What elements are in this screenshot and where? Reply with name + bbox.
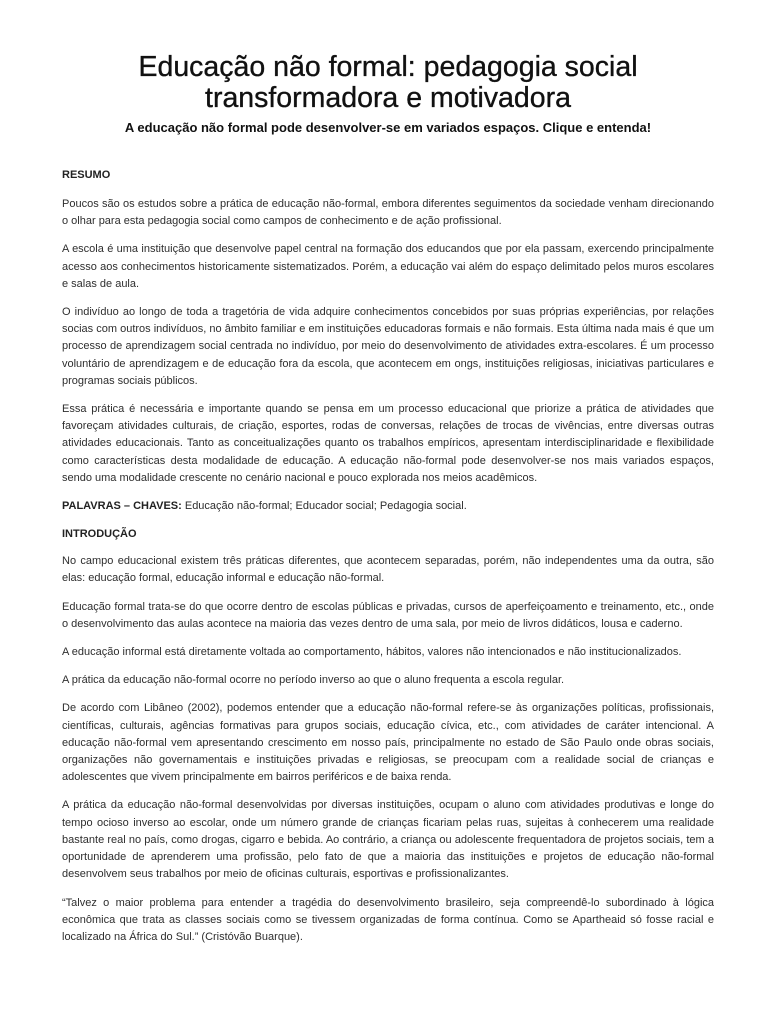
- resumo-paragraph-1: Poucos são os estudos sobre a prática de educação não-formal, embora diferentes seguimentos da sociedade venham direcionando o olhar para esta pedagogia social como campos de conhecimento e de ação profissional.: [62, 198, 714, 228]
- keywords-text: Educação não-formal; Educador social; Pedagogia social.: [181, 500, 467, 513]
- introducao-paragraph-1: No campo educacional existem três práticas diferentes, que acontecem separadas, porém, não independentes uma da outra, são elas: educação formal, educação informal e educação não-formal.: [62, 555, 714, 585]
- introducao-heading: INTRODUÇÃO: [62, 528, 137, 541]
- resumo-paragraph-4: Essa prática é necessária e importante quando se pensa em um processo educacional que priorize a prática de atividades que favoreçam atividades culturais, de criação, esportes, rodas de conversas, relações de trocas de vivências, entre diversas outras atividades educacionais. Tanto as conceitualizações quanto os trabalhos empíricos, apresentam interdisciplinaridade e flexibilidade como características desta modalidade de educação. A educação não-formal pode desenvolver-se nos mais variados espaços, sendo uma modalidade crescente no cenário nacional e pouco explorada nos meios acadêmicos.: [62, 403, 714, 484]
- keywords-line: [62, 498, 714, 515]
- introducao-paragraph-2: Educação formal trata-se do que ocorre dentro de escolas públicas e privadas, cursos de aperfeiçoamento e treinamento, etc., onde o desenvolvimento das aulas acontece na maioria das vezes dentro de uma sala, por meio de livros didáticos, lousa e caderno.: [62, 600, 714, 630]
- resumo-paragraph-3: O indivíduo ao longo de toda a tragetória de vida adquire conhecimentos concebidos por suas próprias experiências, por relações socias com outros indivíduos, no âmbito familiar e em instituições educadoras formais e não formais. Esta última nada mais é que um processo de aprendizagem social centrada no indivíduo, por meio do desenvolvimento de atividades extra-escolares. É um processo voluntário de aprendizagem e de educação fora da escola, que acontecem em ongs, instituições religiosas, iniciativas particulares e programas sociais públicos.: [62, 306, 714, 387]
- resumo-paragraph-2: A escola é uma instituição que desenvolve papel central na formação dos educandos que por ela passam, exercendo principalmente acesso aos conhecimentos historicamente sistematizados. Porém, a educação vai além do espaço delimitado pelos muros escolares e salas de aula.: [62, 243, 714, 290]
- article-title-line-1: Educação não formal: pedagogia social: [138, 51, 638, 83]
- introducao-paragraph-3: A educação informal está diretamente voltada ao comportamento, hábitos, valores não intencionados e não institucionalizados.: [62, 646, 682, 659]
- resumo-heading: RESUMO: [62, 169, 111, 181]
- closing-quote: “Talvez o maior problema para entender a tragédia do desenvolvimento brasileiro, seja compreendê-lo subordinado à lógica econômica que trata as classes sociais como se tivessem organizadas de forma contínua. Como se Apartheaid só fosse racial e localizado na África do Sul.” (Cristóvão Buarque).: [62, 896, 714, 943]
- introducao-paragraph-6: A prática da educação não-formal desenvolvidas por diversas instituições, ocupam o aluno com atividades produtivas e longe do tempo ocioso inverso ao escolar, onde um número grande de crianças ficariam pelas ruas, sujeitas à conhecerem uma realidade bastante real no país, como drogas, cigarro e bebida. Ao contrário, a criança ou adolescente frequentadora de projetos sociais, tem a oportunidade de aprenderem uma profissão, pelo fato de que a maioria das instituições e projetos de educação não-formal desenvolvem seus trabalhos por meio de oficinas culturais, esportivas e profissionalizantes.: [62, 799, 714, 881]
- article-subtitle: A educação não formal pode desenvolver-se em variados espaços. Clique e entenda!: [124, 120, 652, 135]
- introducao-paragraph-5: De acordo com Libâneo (2002), podemos entender que a educação não-formal refere-se às organizações políticas, profissionais, científicas, culturais, agências formativas para grupos sociais, educação cívica, etc., com atividades de caráter intencional. A educação não-formal vem apresentando crescimento em nosso país, principalmente no estado de São Paulo onde obras sociais, organizações não governamentais e instituições privadas e religiosas, se preocupam com a realidade social de crianças e adolescentes que vivem principalmente em bairros periféricos e de baixa renda.: [62, 702, 714, 784]
- article-title-line-2: transformadora e motivadora: [205, 82, 571, 114]
- introducao-paragraph-4: A prática da educação não-formal ocorre no período inverso ao que o aluno frequenta a escola regular.: [62, 674, 565, 687]
- article-title: [62, 52, 714, 114]
- keywords-label: PALAVRAS – CHAVES:: [62, 500, 182, 513]
- document-page: [62, 52, 714, 946]
